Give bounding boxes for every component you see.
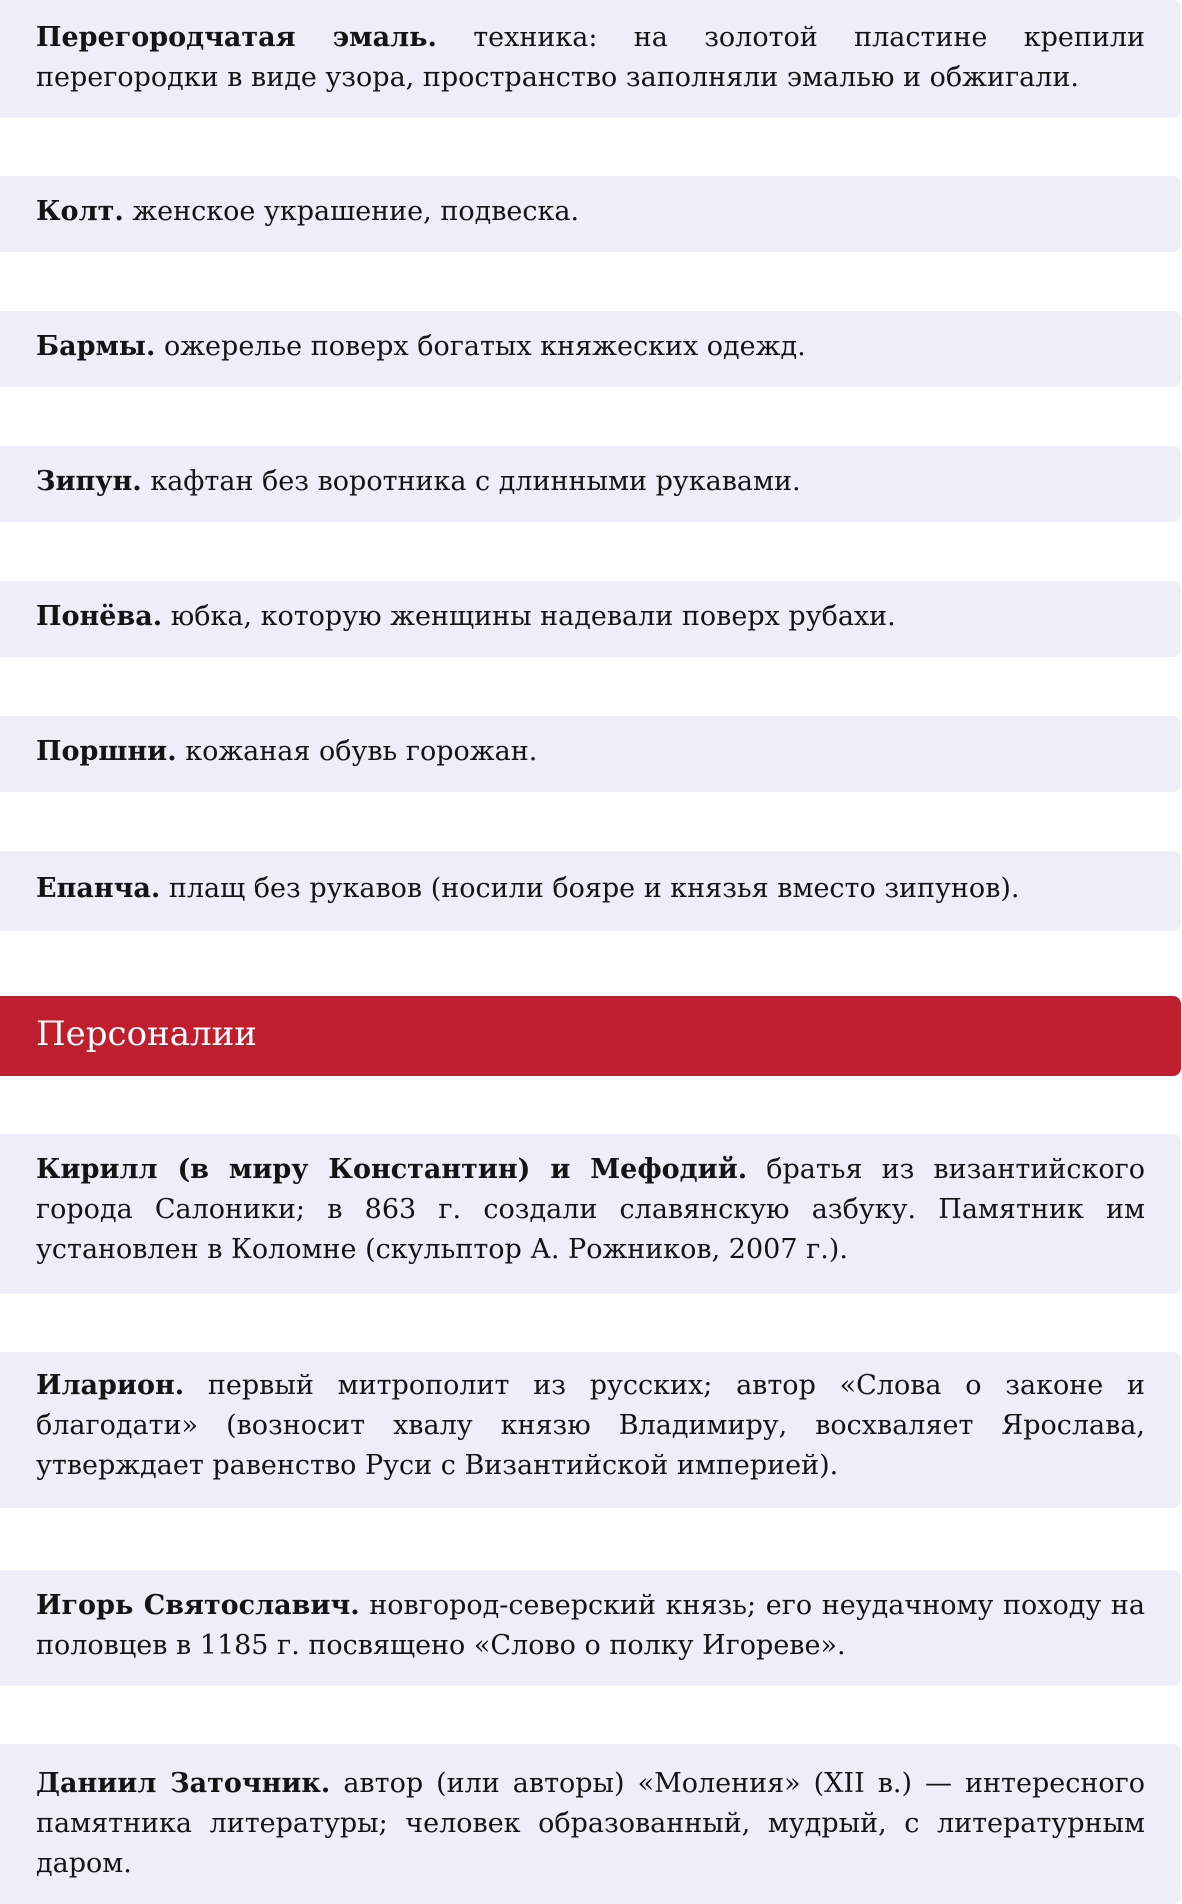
glossary-entry <box>36 597 1145 637</box>
glossary-term: Епанча. <box>36 873 161 904</box>
glossary-term: Поршни. <box>36 736 177 767</box>
glossary-card <box>0 716 1181 792</box>
person-entry <box>36 1366 1145 1486</box>
glossary-entry <box>36 732 1145 772</box>
glossary-entry <box>36 462 1145 502</box>
glossary-card <box>0 0 1181 118</box>
section-title: Персоналии <box>36 1014 257 1054</box>
person-description: первый митрополит из русских; автор «Слова о законе и благодати» (возносит хвалу князю Владимиру, восхваляет Ярослава, утверждает равенство Руси с Византийской империей). <box>36 1370 1145 1481</box>
glossary-definition: плащ без рукавов (носили бояре и князья вместо зипунов). <box>168 873 1020 904</box>
glossary-definition: техника: на золотой пластине крепили перегородки в виде узора, пространство заполняли эмалью и обжигали. <box>36 22 1145 93</box>
glossary-definition: ожерелье поверх богатых княжеских одежд. <box>163 331 806 362</box>
person-card <box>0 1352 1181 1508</box>
glossary-definition: кожаная обувь горожан. <box>185 736 538 767</box>
glossary-term: Перегородчатая эмаль. <box>36 22 437 53</box>
section-header <box>0 996 1181 1076</box>
glossary-entry <box>36 192 1145 232</box>
person-description: новгород-северский князь; его неудачному походу на половцев в 1185 г. посвящено «Слово о полку Игореве». <box>36 1590 1145 1661</box>
glossary-card <box>0 581 1181 657</box>
person-name: Игорь Святославич. <box>36 1590 360 1621</box>
person-name: Даниил Заточник. <box>36 1768 331 1799</box>
person-entry <box>36 1150 1145 1270</box>
glossary-card <box>0 446 1181 522</box>
person-name: Кирилл (в миру Константин) и Мефодий. <box>36 1154 748 1185</box>
person-card <box>0 1134 1181 1294</box>
glossary-card <box>0 851 1181 931</box>
glossary-card <box>0 176 1181 252</box>
glossary-entry <box>36 869 1145 909</box>
person-description: автор (или авторы) «Моления» (XII в.) — интересного памятника литературы; человек образованный, мудрый, с литературным даром. <box>36 1768 1145 1879</box>
glossary-definition: женское украшение, подвеска. <box>132 196 580 227</box>
person-card <box>0 1744 1181 1904</box>
glossary-card <box>0 311 1181 387</box>
person-entry <box>36 1586 1145 1666</box>
person-description: братья из византийского города Салоники; в 863 г. создали славянскую азбуку. Памятник им установлен в Коломне (скульптор А. Рожников, 2007 г.). <box>36 1154 1145 1265</box>
person-entry <box>36 1764 1145 1884</box>
person-card <box>0 1570 1181 1686</box>
glossary-term: Понёва. <box>36 601 163 632</box>
glossary-term: Колт. <box>36 196 124 227</box>
glossary-definition: кафтан без воротника с длинными рукавами. <box>150 466 801 497</box>
person-name: Иларион. <box>36 1370 185 1401</box>
glossary-definition: юбка, которую женщины надевали поверх рубахи. <box>170 601 896 632</box>
glossary-entry <box>36 327 1145 367</box>
glossary-term: Бармы. <box>36 331 156 362</box>
glossary-entry <box>36 18 1145 98</box>
glossary-term: Зипун. <box>36 466 142 497</box>
